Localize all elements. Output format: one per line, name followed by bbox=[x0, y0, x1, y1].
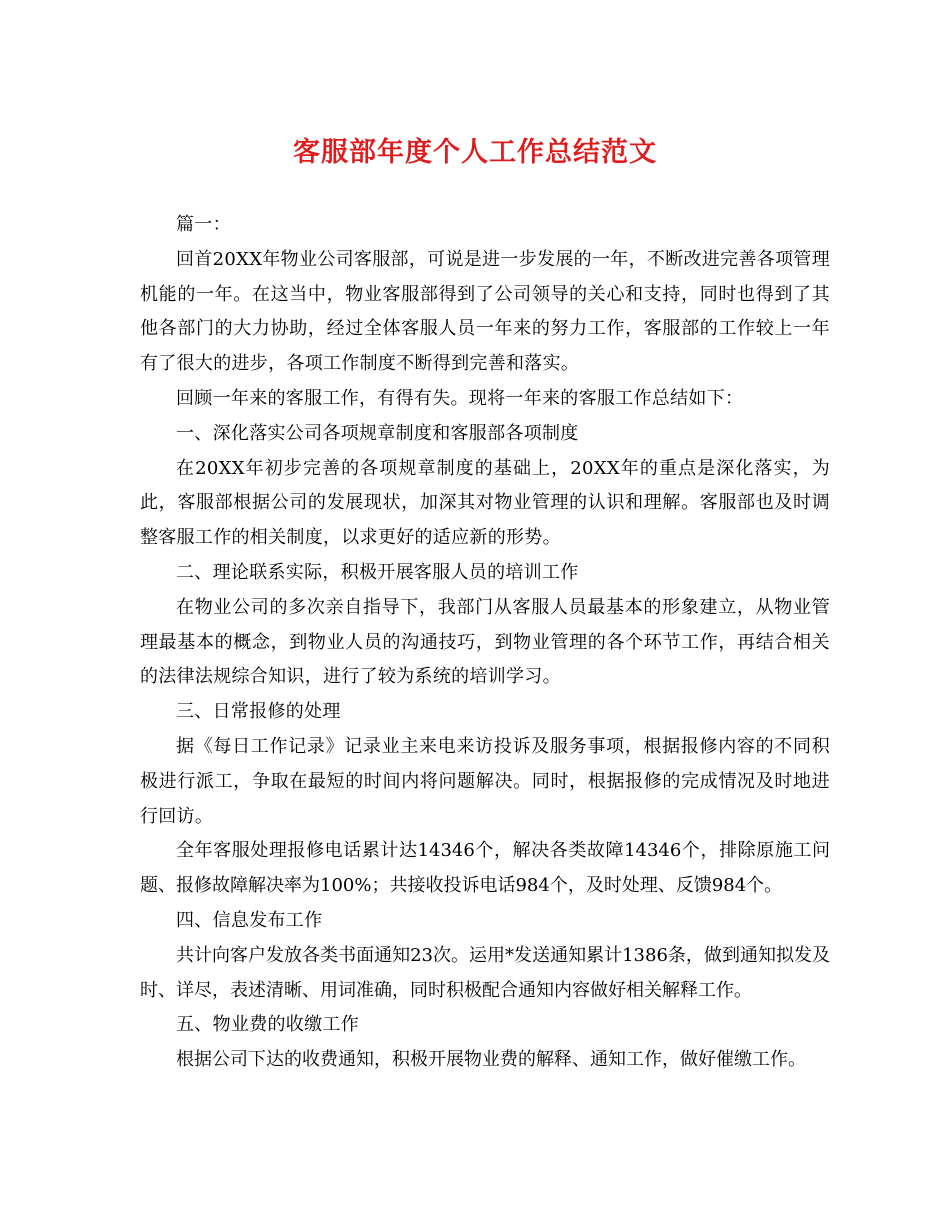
document-body bbox=[140, 208, 830, 1078]
paragraph-intro: 回首20XX年物业公司客服部，可说是进一步发展的一年，不断改进完善各项管理机能的一年。在这当中，物业客服部得到了公司领导的关心和支持，同时也得到了其他各部门的大力协助，经过全体客服人员一年来的努力工作，客服部的工作较上一年有了很大的进步，各项工作制度不断得到完善和落实。 bbox=[140, 248, 830, 375]
heading-section-1: 一、深化落实公司各项规章制度和客服部各项制度 bbox=[176, 422, 579, 444]
paragraph-section-2: 在物业公司的多次亲自指导下，我部门从客服人员最基本的形象建立，从物业管理最基本的概念，到物业人员的沟通技巧，到物业管理的各个环节工作，再结合相关的法律法规综合知识，进行了较为系统的培训学习。 bbox=[140, 596, 830, 688]
paragraph-section-1: 在20XX年初步完善的各项规章制度的基础上，20XX年的重点是深化落实，为此，客服部根据公司的发展现状，加深其对物业管理的认识和理解。客服部也及时调整客服工作的相关制度，以求更好的适应新的形势。 bbox=[140, 457, 830, 549]
heading-section-3: 三、日常报修的处理 bbox=[176, 701, 341, 723]
paragraph-section-5: 根据公司下达的收费通知，积极开展物业费的解释、通知工作，做好催缴工作。 bbox=[176, 1049, 806, 1071]
heading-section-5: 五、物业费的收缴工作 bbox=[176, 1014, 359, 1036]
heading-section-2: 二、理论联系实际，积极开展客服人员的培训工作 bbox=[176, 561, 579, 583]
paragraph-review: 回顾一年来的客服工作，有得有失。现将一年来的客服工作总结如下： bbox=[176, 387, 744, 409]
document-title: 客服部年度个人工作总结范文 bbox=[293, 137, 657, 168]
heading-section-4: 四、信息发布工作 bbox=[176, 909, 323, 931]
paragraph-section-label: 篇一： bbox=[176, 214, 231, 235]
paragraph-section-3-stats: 全年客服处理报修电话累计达14346个，解决各类故障14346个，排除原施工问题、报修故障解决率为100%；共接收投诉电话984个，及时处理、反馈984个。 bbox=[140, 840, 830, 897]
paragraph-section-4: 共计向客户发放各类书面通知23次。运用*发送通知累计1386条，做到通知拟发及时、详尽，表述清晰、用词准确，同时积极配合通知内容做好相关解释工作。 bbox=[140, 944, 830, 1001]
paragraph-section-3: 据《每日工作记录》记录业主来电来访投诉及服务事项，根据报修内容的不同积极进行派工，争取在最短的时间内将问题解决。同时，根据报修的完成情况及时地进行回访。 bbox=[140, 735, 830, 827]
